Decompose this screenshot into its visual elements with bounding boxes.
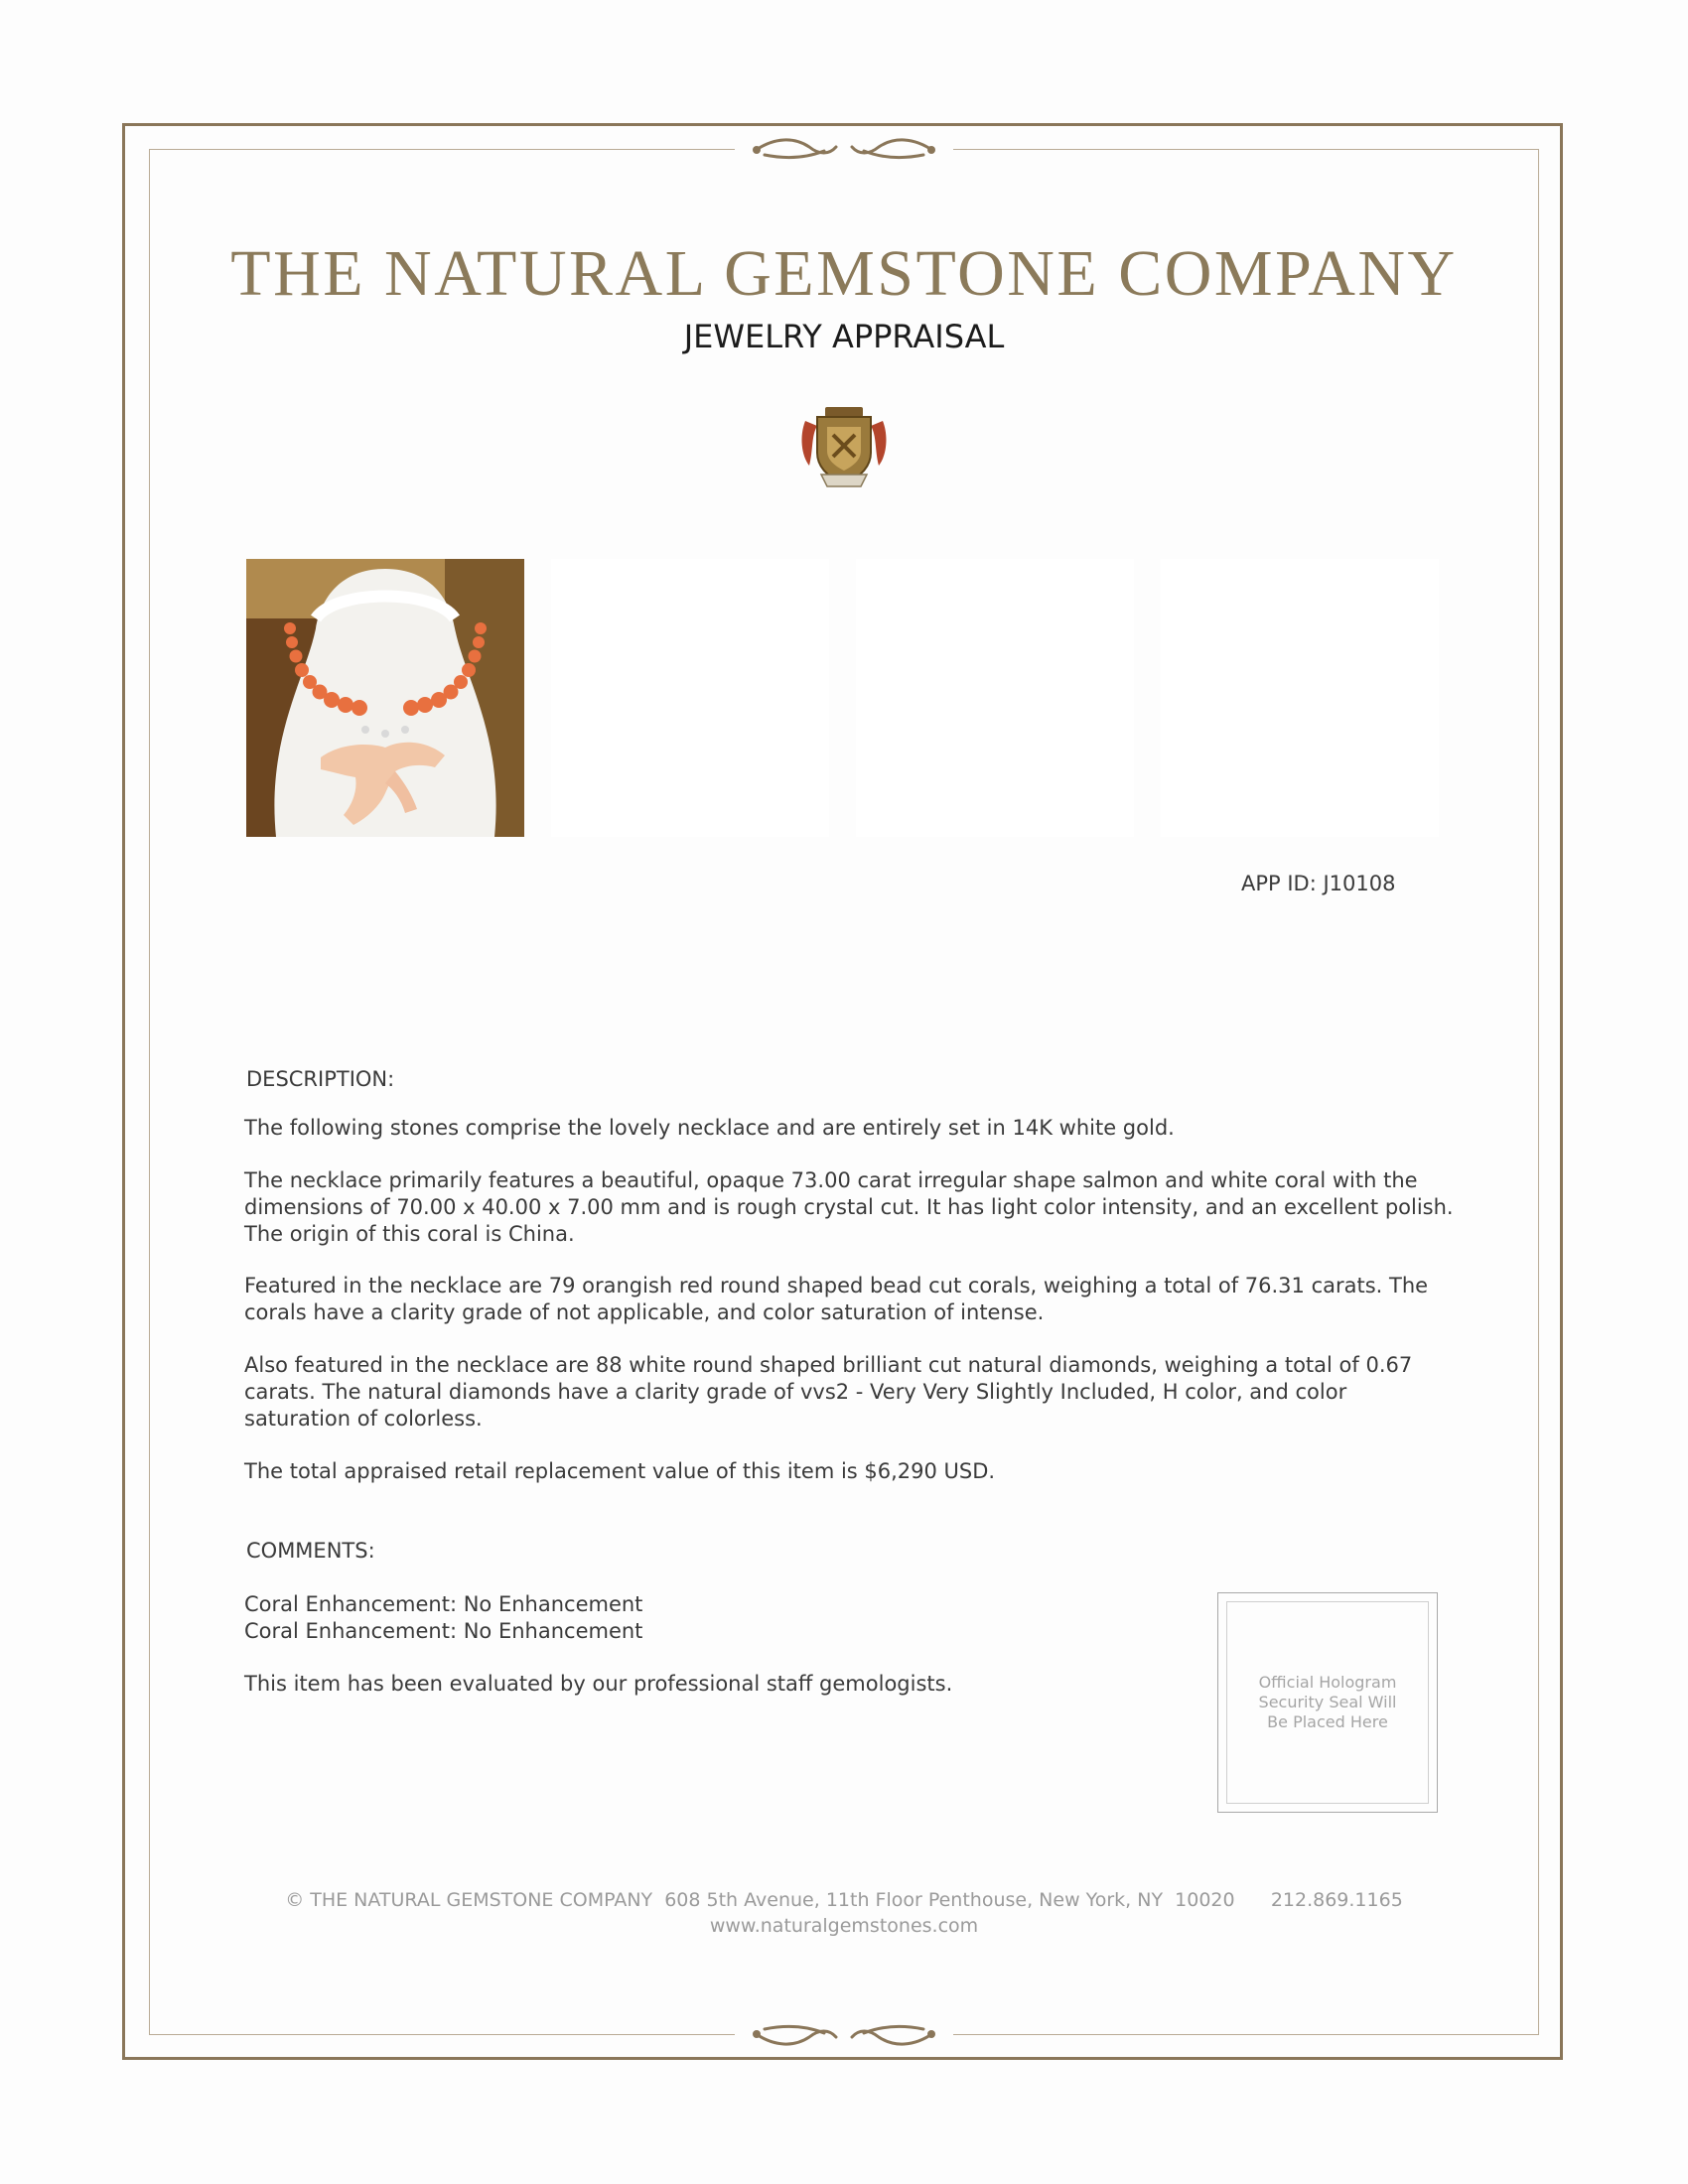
description-paragraph: The necklace primarily features a beautiful, opaque 73.00 carat irregular shape salmon and white coral with the dimensions of 70.00 x 40.00 x 7.00 mm and is rough crystal cut. It has light color intensity, and an excellent polish. The origin of this coral is China. [244,1168,1454,1246]
heraldic-crest-icon [797,401,891,492]
description-paragraph: Also featured in the necklace are 88 white round shaped brilliant cut natural diamonds, weighing a total of 0.67 carats. The natural diamonds have a clarity grade of vvs2 - Very Very Slightly Included, H color, and color saturation of colorless. [244,1353,1413,1431]
footer-address: © THE NATURAL GEMSTONE COMPANY 608 5th Avenue, 11th Floor Penthouse, New York, NY 10020 212.869.1165 [285,1889,1403,1911]
photo-slot-2 [551,559,829,837]
photo-slot-4 [1161,559,1439,837]
comment-line: Coral Enhancement: No Enhancement [244,1619,643,1643]
gemologist-note: This item has been evaluated by our professional staff gemologists. [244,1672,953,1696]
hologram-seal-box [1217,1592,1438,1813]
seal-placeholder-text: Official Hologram Security Seal Will Be Placed Here [1258,1673,1397,1731]
photo-slot-3 [856,559,1134,837]
scroll-ornament-bottom-icon [735,2015,953,2055]
description-paragraph: The following stones comprise the lovely necklace and are entirely set in 14K white gold. [244,1116,1175,1140]
comments-heading: COMMENTS: [246,1539,375,1563]
scroll-ornament-top-icon [735,129,953,169]
company-name: THE NATURAL GEMSTONE COMPANY [230,237,1458,310]
appraised-value: The total appraised retail replacement value of this item is $6,290 USD. [244,1459,996,1483]
necklace-photo [246,559,524,837]
description-heading: DESCRIPTION: [246,1067,395,1091]
document-title: JEWELRY APPRAISAL [683,318,1005,355]
footer-website: www.naturalgemstones.com [709,1915,979,1937]
app-id: APP ID: J10108 [1241,872,1396,895]
comment-line: Coral Enhancement: No Enhancement [244,1592,643,1616]
description-paragraph: Featured in the necklace are 79 orangish red round shaped bead cut corals, weighing a total of 76.31 carats. The corals have a clarity grade of not applicable, and color saturation of intense. [244,1274,1429,1324]
